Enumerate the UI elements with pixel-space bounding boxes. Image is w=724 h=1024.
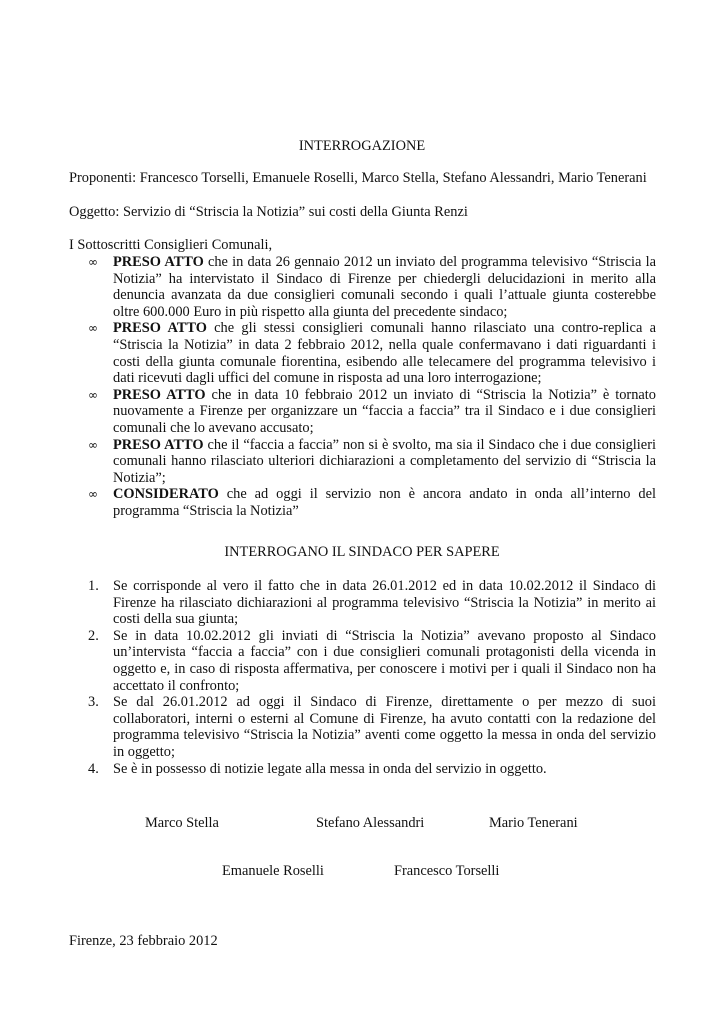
premise-item [69, 437, 656, 487]
question-number: 1. [88, 578, 99, 594]
premise-keyword: PRESO ATTO [113, 436, 204, 453]
question-number: 4. [88, 760, 99, 777]
premise-item [69, 387, 656, 437]
question-text: Se corrisponde al vero il fatto che in data 26.01.2012 ed in data 10.02.2012 il Sindaco di Firenze ha rilasciato dichiarazioni al programma televisivo “Striscia la Notizia” in merito ai costi della sua giunta; [113, 578, 656, 628]
question-text: Se in data 10.02.2012 gli inviati di “Striscia la Notizia” avevano proposto al Sindaco un’intervista “faccia a faccia” con i due consiglieri comunali protagonisti della vicenda in oggetto e, in caso di risposta affermativa, per conoscere i motivi per i quali il Sindaco non ha accettato il confronto; [113, 627, 656, 694]
question-number: 3. [88, 694, 99, 711]
question-item [69, 578, 656, 628]
infinity-bullet-icon: ∞ [88, 437, 98, 452]
premise-text: che ad oggi il servizio non è ancora andato in onda all’interno del programma “Striscia la Notizia” [113, 486, 656, 519]
signature-name: Stefano Alessandri [316, 815, 425, 831]
infinity-bullet-icon: ∞ [88, 321, 98, 336]
intro-line: I Sottoscritti Consiglieri Comunali, [69, 237, 273, 253]
premise-item [69, 320, 656, 386]
document-title: INTERROGAZIONE [298, 138, 426, 154]
premise-keyword: CONSIDERATO [113, 486, 219, 503]
questions-list [69, 578, 656, 777]
proponenti-line: Proponenti: Francesco Torselli, Emanuele Roselli, Marco Stella, Stefano Alessandri, Mario Tenerani [69, 170, 647, 186]
infinity-bullet-icon: ∞ [88, 387, 98, 402]
signature-name: Marco Stella [145, 815, 219, 831]
premise-item [69, 254, 656, 320]
premise-keyword: PRESO ATTO [113, 386, 206, 403]
question-text: Se è in possesso di notizie legate alla messa in onda del servizio in oggetto. [113, 760, 547, 777]
question-item [69, 761, 656, 778]
premise-text: che gli stessi consiglieri comunali hanno rilasciato una contro-replica a “Striscia la Notizia” in data 2 febbraio 2012, nella quale confermavano i dati riguardanti i costi della giunta comunale fiorentina, esibendo alle telecamere del programma televisivo i dati ricevuti dagli uffici del comune in risposta ad una loro interrogazione; [113, 320, 656, 387]
premise-keyword: PRESO ATTO [113, 320, 207, 337]
premise-item [69, 486, 656, 519]
signature-name: Emanuele Roselli [222, 863, 324, 879]
question-number: 2. [88, 627, 99, 644]
question-text: Se dal 26.01.2012 ad oggi il Sindaco di Firenze, direttamente o per mezzo di suoi collaboratori, interni o esterni al Comune di Firenze, ha avuto contatti con la redazione del programma televisivo “Striscia la Notizia” aventi come oggetto la messa in onda del servizio in oggetto; [113, 694, 656, 760]
premise-keyword: PRESO ATTO [113, 254, 204, 270]
section-heading: INTERROGANO IL SINDACO PER SAPERE [224, 544, 500, 560]
premise-text: che il “faccia a faccia” non si è svolto, ma sia il Sindaco che i due consiglieri comunali hanno rilasciato ulteriori dichiarazioni a completamento del servizio di “Striscia la Notizia”; [113, 436, 656, 486]
place-date: Firenze, 23 febbraio 2012 [69, 933, 218, 949]
question-item [69, 694, 656, 760]
question-item [69, 628, 656, 694]
signature-name: Mario Tenerani [489, 815, 578, 831]
signature-name: Francesco Torselli [394, 863, 500, 879]
infinity-bullet-icon: ∞ [88, 255, 98, 269]
premise-text: che in data 10 febbraio 2012 un inviato di “Striscia la Notizia” è tornato nuovamente a Firenze per organizzare un “faccia a faccia” tra il Sindaco e i due consiglieri comunali che lo avevano accusato; [113, 386, 656, 436]
premise-text: che in data 26 gennaio 2012 un inviato del programma televisivo “Striscia la Notizia” ha intervistato il Sindaco di Firenze per chiedergli delucidazioni in merito alla denuncia avanzata da due consiglieri comunali secondo i quali l’attuale giunta costerebbe oltre 600.000 Euro in più rispetto alla giunta del precedente sindaco; [113, 254, 656, 320]
oggetto-line: Oggetto: Servizio di “Striscia la Notizia” sui costi della Giunta Renzi [69, 204, 468, 220]
infinity-bullet-icon: ∞ [88, 487, 98, 502]
premises-list [69, 254, 656, 520]
